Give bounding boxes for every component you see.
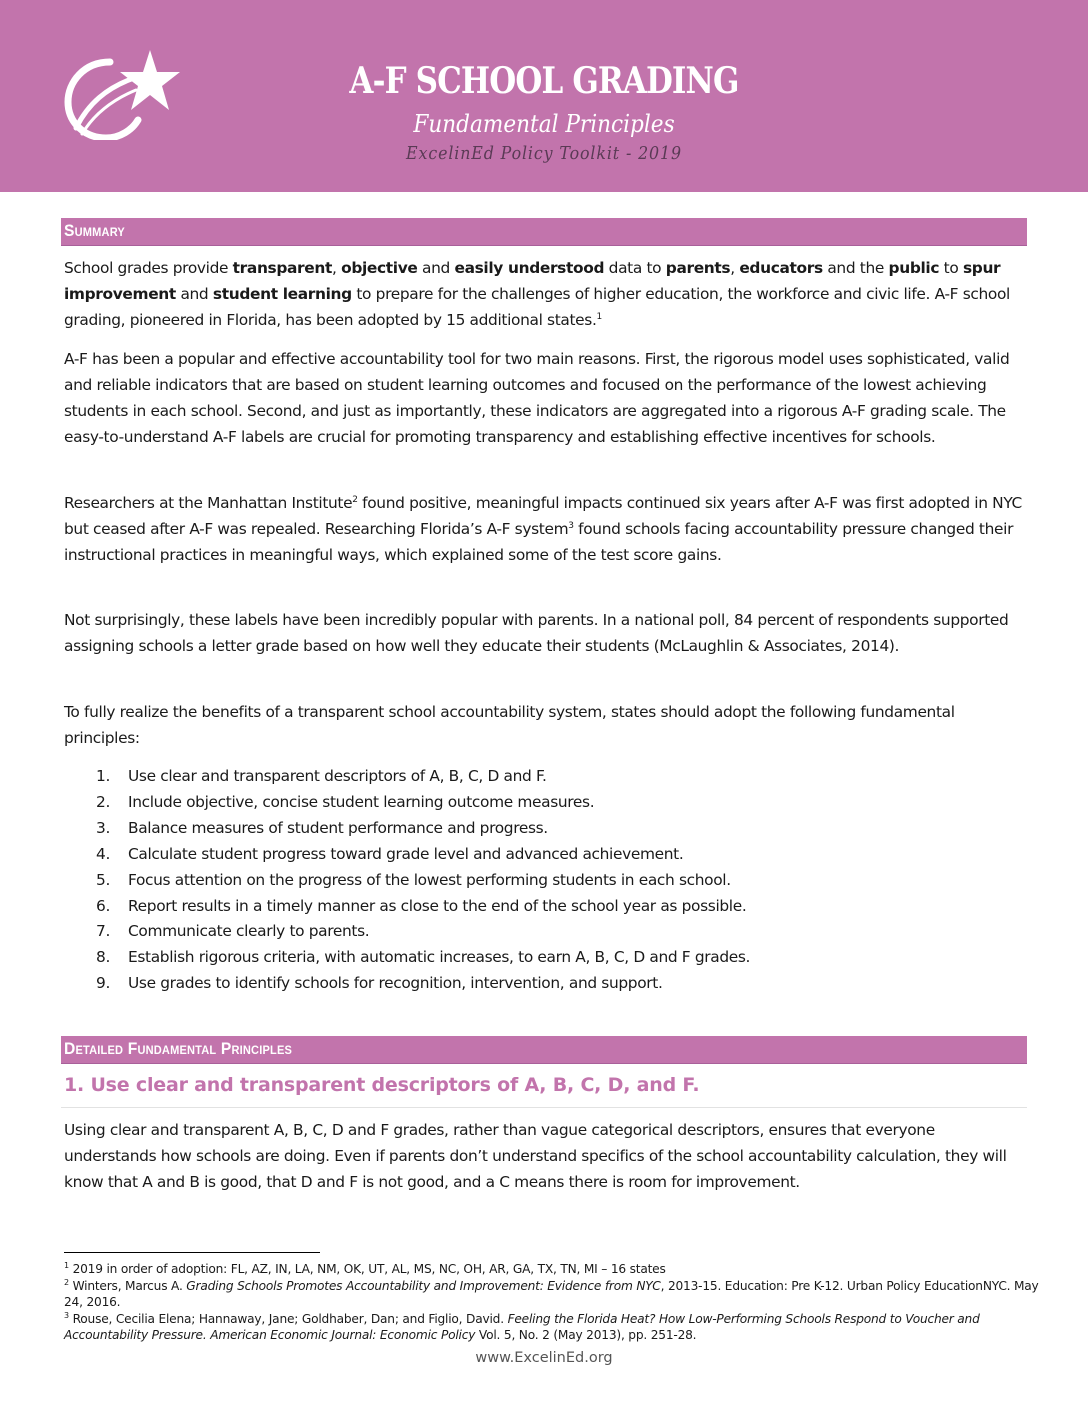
document-title: A-F SCHOOL GRADING	[349, 60, 739, 102]
footer-url: www.ExcelinEd.org	[475, 1350, 613, 1366]
text: ,	[730, 259, 740, 277]
list-text: Communicate clearly to parents.	[128, 922, 370, 941]
text: Researchers at the Manhattan Institute	[64, 494, 353, 512]
text: found schools facing accountability pressure changed their instructional practices in meaningful ways, which explained some of the test score gains.	[64, 520, 1014, 564]
principles-list	[96, 764, 996, 997]
text: 2019 in order of adoption: FL, AZ, IN, LA, NM, OK, UT, AL, MS, NC, OH, AR, GA, TX, TN, MI – 16 states	[68, 1262, 666, 1276]
bold-text: parents	[665, 259, 731, 277]
footnote-number: 2	[64, 1277, 69, 1287]
list-number: 3.	[96, 818, 110, 837]
list-number: 8.	[96, 948, 110, 967]
list-item	[96, 894, 996, 920]
bold-text: spur improvement	[64, 259, 1001, 303]
list-number: 4.	[96, 844, 110, 863]
summary-paragraph-5: To fully realize the benefits of a transparent school accountability system, states should adopt the following fundamental principles:	[64, 703, 955, 747]
footnote-ref: 2	[352, 494, 358, 505]
footnote-number: 1	[64, 1260, 69, 1270]
list-item	[96, 790, 996, 816]
footnote-1	[64, 1261, 1044, 1278]
text: Vol. 5, No. 2 (May 2013), pp. 251-28.	[475, 1328, 697, 1343]
list-number: 5.	[96, 870, 110, 889]
footnote-2	[64, 1278, 1044, 1311]
summary-section-header	[61, 218, 1027, 246]
list-item	[96, 971, 996, 997]
principle-1-heading: 1. Use clear and transparent descriptors of A, B, C, D, and F.	[64, 1074, 700, 1096]
summary-paragraph-3	[64, 490, 1024, 568]
text: and	[417, 259, 455, 277]
summary-paragraph-2: A-F has been a popular and effective accountability tool for two main reasons. First, the rigorous model uses sophisticated, valid and reliable indicators that are based on student learning outcomes and focused on the performance of the lowest achieving students in each school. Second, and just as importantly, these indicators are aggregated into a rigorous A-F grading scale. The easy-to-understand A-F labels are crucial for promoting transparency and establishing effective incentives for schools.	[64, 350, 1010, 446]
text: School grades provide	[64, 259, 233, 277]
text: Winters, Marcus A.	[68, 1278, 187, 1293]
list-item	[96, 816, 996, 842]
bold-text: easily understood	[454, 259, 605, 277]
text: ,	[332, 259, 342, 277]
principle-1-body: Using clear and transparent A, B, C, D and F grades, rather than vague categorical descriptors, ensures that everyone understands how schools are doing. Even if parents don’t understand specifics of the school accountability calculation, they will know that A and B is good, that D and F is not good, and a C means there is room for improvement.	[64, 1121, 1007, 1191]
list-number: 9.	[96, 974, 110, 993]
italic-text: Grading Schools Promotes Accountability and Improvement: Evidence from NYC	[186, 1278, 661, 1293]
bold-text: public	[888, 259, 940, 277]
summary-paragraph-1	[64, 255, 1024, 333]
text: Rouse, Cecilia Elena; Hannaway, Jane; Goldhaber, Dan; and Figlio, David.	[68, 1311, 508, 1326]
list-text: Focus attention on the progress of the lowest performing students in each school.	[128, 870, 731, 889]
italic-text: Feeling the Florida Heat? How Low-Performing Schools Respond to Voucher and Accountability Pressure. American Economic Journal: Economic Policy	[64, 1311, 980, 1343]
list-item	[96, 945, 996, 971]
list-text: Use grades to identify schools for recognition, intervention, and support.	[128, 974, 663, 993]
list-number: 2.	[96, 792, 110, 811]
list-number: 6.	[96, 896, 110, 915]
bold-text: educators	[739, 259, 823, 277]
summary-heading: Summary	[64, 221, 125, 240]
text: and	[175, 285, 213, 303]
summary-paragraph-4: Not surprisingly, these labels have been incredibly popular with parents. In a national poll, 84 percent of respondents supported assigning schools a letter grade based on how well they educate their students (McLaughlin & Associates, 2014).	[64, 611, 1009, 655]
footnotes	[64, 1261, 1044, 1344]
footnote-ref: 3	[568, 520, 574, 531]
text: to prepare for the challenges of higher education, the workforce and civic life. A-F school grading, pioneered in Florida, has been adopted by 15 additional states.	[64, 285, 1010, 329]
detailed-heading: Detailed Fundamental Principles	[64, 1039, 293, 1058]
list-text: Include objective, concise student learning outcome measures.	[128, 792, 595, 811]
text: found positive, meaningful impacts continued six years after A-F was first adopted in NYC but ceased after A-F was repealed. Researching Florida’s A-F system	[64, 494, 1022, 538]
list-item	[96, 764, 996, 790]
header-banner	[0, 0, 1088, 192]
footnote-3	[64, 1311, 1044, 1344]
document-subtitle: Fundamental Principles	[413, 110, 675, 138]
toolkit-label: ExcelinEd Policy Toolkit - 2019	[406, 143, 682, 164]
footnote-number: 3	[64, 1310, 69, 1320]
text: and the	[822, 259, 889, 277]
list-text: Establish rigorous criteria, with automatic increases, to earn A, B, C, D and F grades.	[128, 948, 751, 967]
text: to	[939, 259, 963, 277]
bold-text: student learning	[212, 285, 352, 303]
list-text: Use clear and transparent descriptors of A, B, C, D and F.	[128, 767, 547, 785]
list-number: 7.	[96, 922, 110, 941]
footnote-divider	[64, 1252, 320, 1253]
list-text: Balance measures of student performance and progress.	[128, 818, 548, 837]
bold-text: objective	[341, 259, 418, 277]
list-item	[96, 842, 996, 868]
list-item	[96, 919, 996, 945]
text: , 2013-15. Education: Pre K-12. Urban Policy EducationNYC. May 24, 2016.	[64, 1278, 1039, 1310]
list-item	[96, 868, 996, 894]
detailed-section-header	[61, 1036, 1027, 1064]
list-number: 1.	[96, 767, 110, 785]
list-text: Calculate student progress toward grade level and advanced achievement.	[128, 844, 684, 863]
list-text: Report results in a timely manner as close to the end of the school year as possible.	[128, 896, 747, 915]
footnote-ref: 1	[596, 311, 602, 322]
heading-divider	[61, 1107, 1027, 1108]
bold-text: transparent	[232, 259, 333, 277]
text: data to	[604, 259, 666, 277]
